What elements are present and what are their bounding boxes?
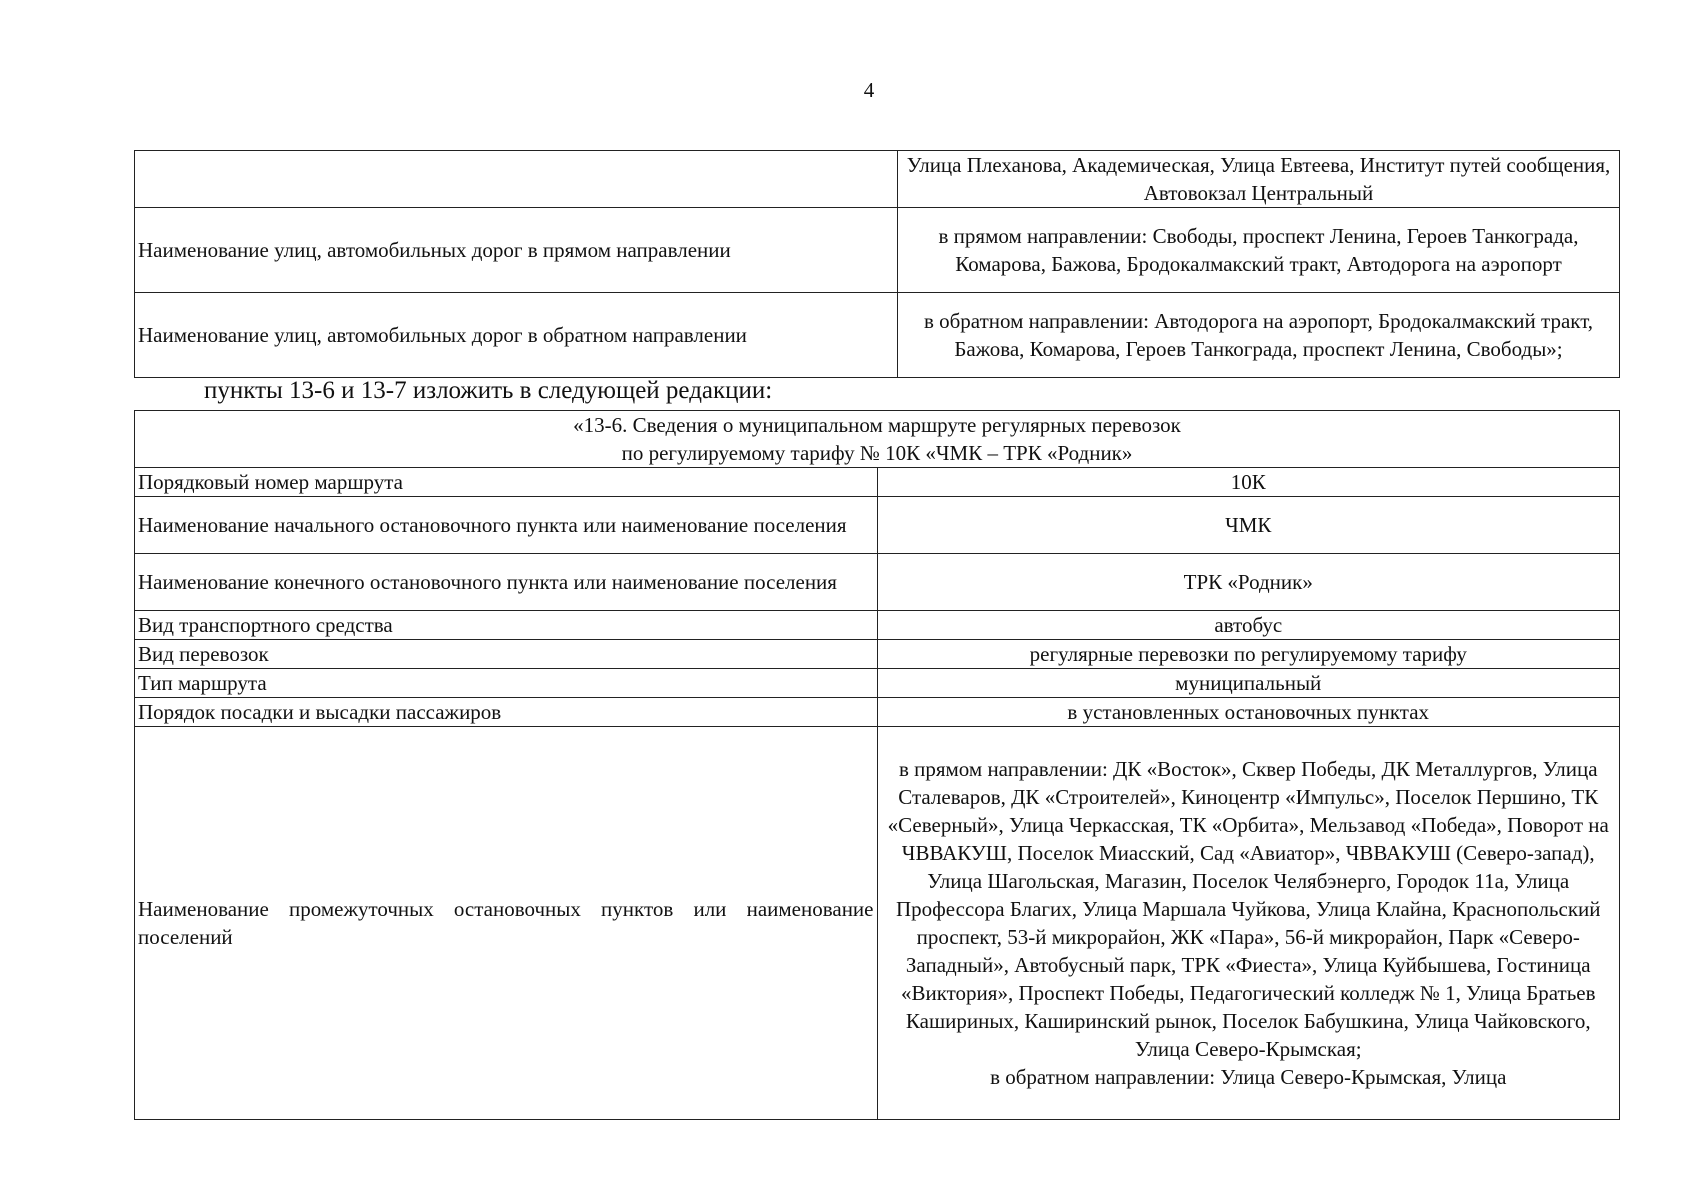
route-info-table — [134, 410, 1620, 1120]
table-row — [135, 468, 1620, 497]
table-cell-empty — [135, 151, 898, 208]
vehicle-type-value: автобус — [877, 611, 1620, 640]
route-number-label: Порядковый номер маршрута — [135, 468, 878, 497]
end-stop-value: ТРК «Родник» — [877, 554, 1620, 611]
boarding-order-label: Порядок посадки и высадки пассажиров — [135, 698, 878, 727]
start-stop-label: Наименование начального остановочного пункта или наименование поселения — [135, 497, 878, 554]
table-row — [135, 698, 1620, 727]
end-stop-label: Наименование конечного остановочного пункта или наименование поселения — [135, 554, 878, 611]
table-row — [135, 208, 1620, 293]
intermediate-stops-value — [877, 727, 1620, 1120]
forward-streets-label: Наименование улиц, автомобильных дорог в прямом направлении — [135, 208, 898, 293]
route-number-value: 10К — [877, 468, 1620, 497]
reverse-streets-value: в обратном направлении: Автодорога на аэропорт, Бродокалмакский тракт, Бажова, Комарова, Героев Танкограда, проспект Ленина, Свободы»; — [898, 293, 1620, 378]
start-stop-value: ЧМК — [877, 497, 1620, 554]
table-caption-row — [135, 411, 1620, 468]
table-row — [135, 554, 1620, 611]
caption-line-1: «13-6. Сведения о муниципальном маршруте регулярных перевозок — [573, 413, 1181, 437]
intermediate-stops-continuation: Улица Плеханова, Академическая, Улица Евтеева, Институт путей сообщения, Автовокзал Центральный — [898, 151, 1620, 208]
route-streets-table — [134, 150, 1620, 378]
intermediate-stops-label: Наименование промежуточных остановочных пунктов или наименование поселений — [135, 727, 878, 1120]
table-row — [135, 611, 1620, 640]
forward-streets-value: в прямом направлении: Свободы, проспект Ленина, Героев Танкограда, Комарова, Бажова, Бродокалмакский тракт, Автодорога на аэропорт — [898, 208, 1620, 293]
reverse-stops-text: в обратном направлении: Улица Северо-Крымская, Улица — [990, 1065, 1507, 1089]
table-row — [135, 151, 1620, 208]
caption-line-2: по регулируемому тарифу № 10К «ЧМК – ТРК «Родник» — [621, 441, 1133, 465]
table-row — [135, 669, 1620, 698]
route-type-label: Тип маршрута — [135, 669, 878, 698]
table-row — [135, 497, 1620, 554]
table-row — [135, 293, 1620, 378]
route-type-value: муниципальный — [877, 669, 1620, 698]
table-row — [135, 640, 1620, 669]
table-row — [135, 727, 1620, 1120]
boarding-order-value: в установленных остановочных пунктах — [877, 698, 1620, 727]
page-number: 4 — [863, 78, 875, 102]
forward-stops-text: в прямом направлении: ДК «Восток», Сквер Победы, ДК Металлургов, Улица Сталеваров, ДК «Строителей», Киноцентр «Импульс», Поселок Першино, ТК «Северный», Улица Черкасская, ТК «Орбита», Мельзавод «Победа», Поворот на ЧВВАКУШ, Поселок Миасский, Сад «Авиатор», ЧВВАКУШ (Северо-запад), Улица Шагольская, Магазин, Поселок Челябэнерго, Городок 11а, Улица Профессора Благих, Улица Маршала Чуйкова, Улица Клайна, Краснопольский проспект, 53-й микрорайон, ЖК «Пара», 56-й микрорайон, Парк «Северо-Западный», Автобусный парк, ТРК «Фиеста», Улица Куйбышева, Гостиница «Виктория», Проспект Победы, Педагогический колледж № 1, Улица Братьев Кашириных, Каширинский рынок, Поселок Бабушкина, Улица Чайковского, Улица Северо-Крымская; — [887, 757, 1609, 1061]
vehicle-type-label: Вид транспортного средства — [135, 611, 878, 640]
amendment-instruction: пункты 13-6 и 13-7 изложить в следующей редакции: — [204, 377, 773, 404]
transport-kind-value: регулярные перевозки по регулируемому тарифу — [877, 640, 1620, 669]
route-table-caption — [135, 411, 1620, 468]
reverse-streets-label: Наименование улиц, автомобильных дорог в обратном направлении — [135, 293, 898, 378]
transport-kind-label: Вид перевозок — [135, 640, 878, 669]
